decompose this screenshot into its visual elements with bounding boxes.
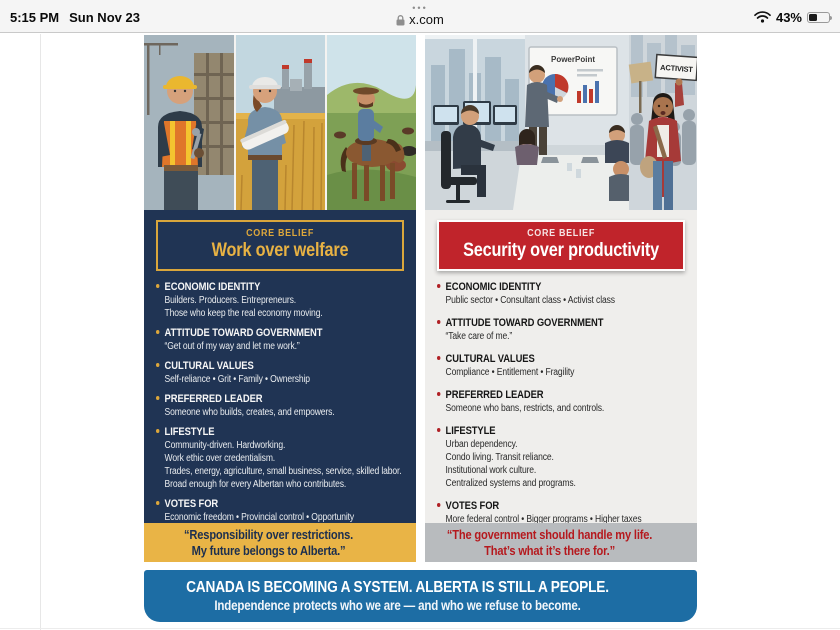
section-cultural-values: CULTURAL VALUES Self-reliance • Grit • Family • Ownership [156,359,404,386]
section-votes-for: VOTES FOR More federal control • Bigger programs • Higher taxes [437,499,685,523]
bottom-banner [144,570,697,622]
activist-sign-label: ACTIVIST [659,62,694,75]
quote-line: That’s what it’s there for.” [484,542,615,558]
bullet-icon [156,501,159,505]
page-menu-dots[interactable]: ••• [412,3,428,13]
section-votes-for: VOTES FOR Economic freedom • Provincial control • Opportunity [156,497,404,523]
section-line: Work ethic over credentialism. [164,453,276,464]
status-left [10,8,140,25]
section-line: Trades, energy, agriculture, small business, service, skilled labor. [164,466,402,477]
quote-box-left [144,523,416,562]
bullet-icon [437,320,440,324]
section-economic-identity: ECONOMIC IDENTITY Builders. Producers. Entrepreneurs. Those who keep the real economy moving. [156,280,404,320]
quote-line: My future belongs to Alberta.” [191,542,346,558]
quote-line: “Responsibility over restrictions. [183,527,353,542]
section-line: Compliance • Entitlement • Fragility [445,367,575,378]
bullet-icon [156,363,159,367]
illustration-workers [144,35,416,210]
battery-tip [830,16,832,20]
alberta-infographic [144,35,697,622]
clock: 5:15 PM [10,9,60,25]
bullet-icon [437,503,440,507]
bullet-icon [437,284,440,288]
banner-headline: CANADA IS BECOMING A SYSTEM. ALBERTA IS STILL A PEOPLE. [185,579,609,596]
lock-icon [396,15,405,26]
core-belief-title: Work over welfare [211,240,349,261]
wifi-icon [754,11,771,23]
section-line: Community-driven. Hardworking. [164,440,286,451]
section-line: Urban dependency. [445,439,518,450]
panel-security-over-productivity [425,210,697,523]
url-text: x.com [409,12,444,27]
web-page [0,34,840,630]
column-work-over-welfare [144,35,416,562]
section-line: Broad enough for every Albertan who contributes. [164,479,347,490]
section-line: Institutional work culture. [445,465,537,476]
bullet-icon [156,396,159,400]
address-bar[interactable] [396,13,444,27]
activist-sign [655,55,697,81]
status-right [754,8,830,25]
status-bar [0,0,840,33]
core-belief-label: CORE BELIEF [246,227,314,239]
section-line: Economic freedom • Provincial control • Opportunity [164,512,355,523]
bullet-icon [437,392,440,396]
section-cultural-values: CULTURAL VALUES Compliance • Entitlement • Fragility [437,352,685,379]
illustration-office-activists [425,35,697,210]
page-gutter-divider [40,34,41,630]
section-line: Condo living. Transit reliance. [445,452,554,463]
office-illustration-svg [425,35,697,210]
section-line: Those who keep the real economy moving. [164,308,323,319]
bullet-icon [156,284,159,288]
section-preferred-leader: PREFERRED LEADER Someone who builds, creates, and empowers. [156,392,404,419]
bullet-icon [156,429,159,433]
section-line: Someone who builds, creates, and empowers. [164,407,335,418]
section-lifestyle: LIFESTYLE Urban dependency. Condo living. Transit reliance. Institutional work culture. Centralized systems and programs. [437,424,685,490]
panel-work-over-welfare [144,210,416,523]
section-attitude-toward-government: ATTITUDE TOWARD GOVERNMENT “Take care of me.” [437,316,685,343]
battery-percent: 43% [775,9,802,25]
section-attitude-toward-government: ATTITUDE TOWARD GOVERNMENT “Get out of my way and let me work.” [156,326,404,353]
bullet-icon [437,428,440,432]
battery-icon [807,12,830,23]
bullet-icon [156,330,159,334]
section-economic-identity: ECONOMIC IDENTITY Public sector • Consultant class • Activist class [437,280,685,307]
bullet-icon [437,356,440,360]
date: Sun Nov 23 [69,9,140,25]
quote-box-right [425,523,697,562]
section-line: Public sector • Consultant class • Activist class [445,295,615,306]
section-line: Self-reliance • Grit • Family • Ownership [164,374,310,385]
powerpoint-label: PowerPoint [550,55,596,64]
core-belief-box-right [437,220,685,271]
section-line: More federal control • Bigger programs • Higher taxes [445,514,642,523]
section-line: “Take care of me.” [445,331,513,342]
section-line: Centralized systems and programs. [445,478,576,489]
section-line: “Get out of my way and let me work.” [164,341,300,352]
quote-line: “The government should handle my life. [446,527,653,542]
section-preferred-leader: PREFERRED LEADER Someone who bans, restricts, and controls. [437,388,685,415]
banner-subline: Independence protects who we are — and who we refuse to become. [213,598,581,613]
core-belief-box-left [156,220,404,271]
section-line: Someone who bans, restricts, and controls. [445,403,605,414]
section-line: Builders. Producers. Entrepreneurs. [164,295,296,306]
page-bottom-rule [0,628,840,629]
comparison-columns [144,35,697,562]
column-security-over-productivity [425,35,697,562]
battery-fill [809,14,817,21]
section-lifestyle: LIFESTYLE Community-driven. Hardworking. Work ethic over credentialism. Trades, energy, agriculture, small business, service, skilled labor. Broad enough for every Albertan who contributes. [156,425,404,491]
core-belief-label: CORE BELIEF [527,227,595,239]
core-belief-title: Security over productivity [463,240,659,261]
workers-illustration-svg [144,35,416,210]
